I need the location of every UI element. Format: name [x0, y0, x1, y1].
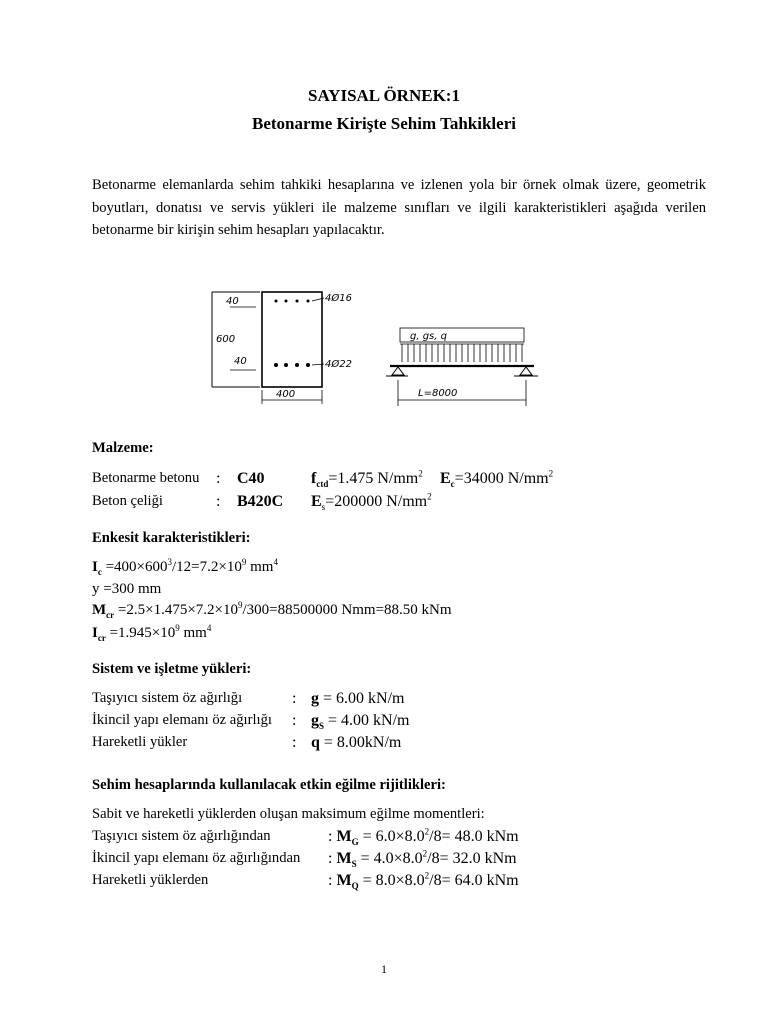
mcr-line: $M_{cr} =2.5\times 1.475\times 7.2\times 10^9/300=88500000$ Nmm=88.50 kNm: [92, 600, 452, 620]
load-row-q: Hareketli yükler: [92, 734, 188, 750]
concrete-class: C40: [237, 470, 265, 487]
page-number: 1: [381, 962, 387, 976]
ic-line: $I_c =400\times 600^3/12=7.2\times 10^9$ $mm^4$: [92, 557, 278, 577]
left-support: [392, 367, 404, 375]
es-value: $E_s=200000$ $N/mm^2$: [311, 491, 432, 513]
intro-paragraph: Betonarme elemanlarda sehim tahkiki hesaplarına ve izlenen yola bir örnek olmak üzere, geometrik boyutları, donatısı ve servis yükleri ile malzeme sınıfları ve ilgili karakteristikleri aşağıda verilen betonarme bir kirişin sehim hesapları yapılacaktır.: [92, 177, 706, 238]
moments-intro: Sabit ve hareketli yüklerden oluşan maksimum eğilme momentleri:: [92, 806, 485, 822]
load-label: g, gs, q: [410, 331, 447, 342]
span-label: L=8000: [418, 388, 458, 399]
ec-value: $E_c=34000$ $N/mm^2$: [440, 468, 554, 490]
moment-value-g: : $M_G = 6.0\times 8.0^2/8= 48.0$ kNm: [328, 826, 519, 848]
loads-heading: Sistem ve işletme yükleri:: [92, 661, 252, 677]
section-heading: Enkesit karakteristikleri:: [92, 530, 251, 546]
load-sep-g: :: [292, 690, 297, 707]
top-bars-label: 4Ø16: [325, 293, 352, 304]
moment-row-g: Taşıyıcı sistem öz ağırlığından: [92, 828, 271, 844]
load-row-gs: İkincil yapı elemanı öz ağırlığı: [92, 712, 272, 728]
moment-value-s: : $M_S = 4.0\times 8.0^2/8= 32.0$ kNm: [328, 848, 517, 870]
steel-row: [92, 493, 163, 510]
moment-row-q: Hareketli yüklerden: [92, 872, 209, 888]
load-arrows: [400, 344, 524, 362]
icr-line: $I_{cr} =1.945\times 10^9$ $mm^4$: [92, 623, 212, 643]
y-line: y =300 mm: [92, 581, 162, 597]
steel-sep: :: [216, 493, 221, 510]
section-outline: [262, 292, 322, 387]
moment-value-q: : $M_Q = 8.0\times 8.0^2/8= 64.0$ kNm: [328, 870, 519, 892]
right-support: [520, 367, 532, 375]
page-subtitle: Betonarme Kirişte Sehim Tahkikleri: [252, 114, 516, 133]
load-sep-q: :: [292, 734, 297, 751]
concrete-sep: :: [216, 470, 221, 487]
page-title: SAYISAL ÖRNEK:1: [308, 86, 460, 105]
width-label: 400: [276, 389, 296, 400]
bottom-bars-label: 4Ø22: [325, 359, 352, 370]
height-label: 600: [216, 334, 236, 345]
load-value-g: g = 6.00 kN/m: [311, 690, 405, 707]
moments-heading: Sehim hesaplarında kullanılacak etkin eğilme rijitlikleri:: [92, 777, 446, 793]
fctd-value: $f_{ctd}=1.475$ $N/mm^2$: [311, 468, 423, 490]
load-value-q: q = 8.00kN/m: [311, 734, 402, 751]
steel-class: B420C: [237, 493, 284, 510]
beam-figure: [384, 314, 544, 414]
cover-bottom-label: 40: [234, 356, 247, 367]
load-row-g: Taşıyıcı sistem öz ağırlığı: [92, 690, 243, 706]
steel-label: Beton çeliği: [92, 493, 163, 509]
cross-section-figure: [204, 282, 374, 412]
cover-top-label: 40: [226, 296, 239, 307]
concrete-label: Betonarme betonu: [92, 470, 200, 486]
load-value-gs: $g_S = 4.00$ kN/m: [311, 712, 410, 732]
concrete-row: [92, 470, 199, 487]
material-heading: Malzeme:: [92, 440, 154, 456]
moment-row-s: İkincil yapı elemanı öz ağırlığından: [92, 850, 301, 866]
load-sep-gs: :: [292, 712, 297, 729]
